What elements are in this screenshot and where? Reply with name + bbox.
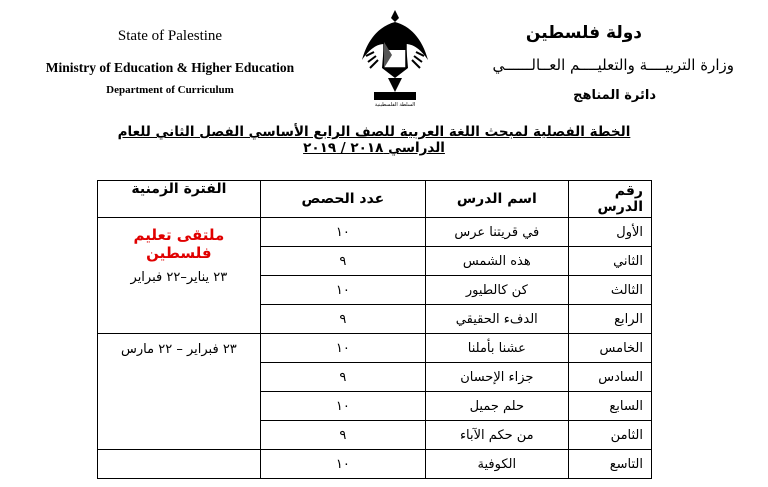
session-count: ٩ [260, 363, 425, 392]
lesson-name: الدفء الحقيقي [425, 305, 568, 334]
header-session-count: عدد الحصص [260, 181, 425, 218]
lesson-number: الأول [568, 218, 651, 247]
lesson-number: الثامن [568, 421, 651, 450]
lesson-name: عشنا بأملنا [425, 334, 568, 363]
session-count: ٩ [260, 247, 425, 276]
lesson-number: الثالث [568, 276, 651, 305]
lesson-name: من حكم الآباء [425, 421, 568, 450]
header-lesson-number: رقم الدرس [568, 181, 651, 218]
lesson-plan-table [97, 180, 652, 479]
lesson-name: حلم جميل [425, 392, 568, 421]
session-count: ١٠ [260, 334, 425, 363]
session-count: ١٠ [260, 392, 425, 421]
lesson-number: التاسع [568, 450, 651, 479]
lesson-name: هذه الشمس [425, 247, 568, 276]
session-count: ٩ [260, 421, 425, 450]
ministry-name-ar: وزارة التربيــــة والتعليــــم العــالــــــي [492, 56, 734, 74]
table-row [98, 334, 652, 363]
table-row [98, 218, 652, 247]
table-row [98, 450, 652, 479]
time-period-cell [98, 450, 261, 479]
highlight-label: ملتقى تعليم فلسطين [133, 226, 225, 262]
ministry-name-en: Ministry of Education & Higher Education [45, 60, 295, 75]
state-name-en: State of Palestine [117, 28, 223, 44]
palestine-eagle-emblem [360, 8, 430, 108]
header-time-period: الفترة الزمنية [98, 181, 261, 218]
lesson-number: الخامس [568, 334, 651, 363]
time-period: ٢٣ يناير–٢٢ فبراير [130, 270, 228, 285]
time-period-cell [98, 218, 261, 334]
emblem-caption: السلطة الفلسطينية [374, 102, 416, 108]
department-name-ar: دائرة المناهج [573, 88, 656, 103]
lesson-name: في قريتنا عرس [425, 218, 568, 247]
department-name-en: Department of Curriculum [106, 84, 234, 96]
session-count: ١٠ [260, 450, 425, 479]
lesson-name: كن كالطيور [425, 276, 568, 305]
lesson-number: السادس [568, 363, 651, 392]
session-count: ١٠ [260, 218, 425, 247]
document-title: الخطة الفصلية لمبحث اللغة العربية للصف الرابع الأساسي الفصل الثاني للعام الدراسي ٢٠١٨ / ٢٠١٩ [117, 124, 631, 156]
session-count: ١٠ [260, 276, 425, 305]
lesson-name: جزاء الإحسان [425, 363, 568, 392]
time-period: ٢٣ فبراير – ٢٢ مارس [121, 342, 237, 357]
lesson-number: الرابع [568, 305, 651, 334]
time-period-cell [98, 334, 261, 450]
lesson-number: الثاني [568, 247, 651, 276]
session-count: ٩ [260, 305, 425, 334]
lesson-number: السابع [568, 392, 651, 421]
state-name-ar: دولة فلسطين [525, 23, 642, 43]
header-lesson-name: اسم الدرس [425, 181, 568, 218]
table-header-row [98, 181, 652, 218]
lesson-name: الكوفية [425, 450, 568, 479]
